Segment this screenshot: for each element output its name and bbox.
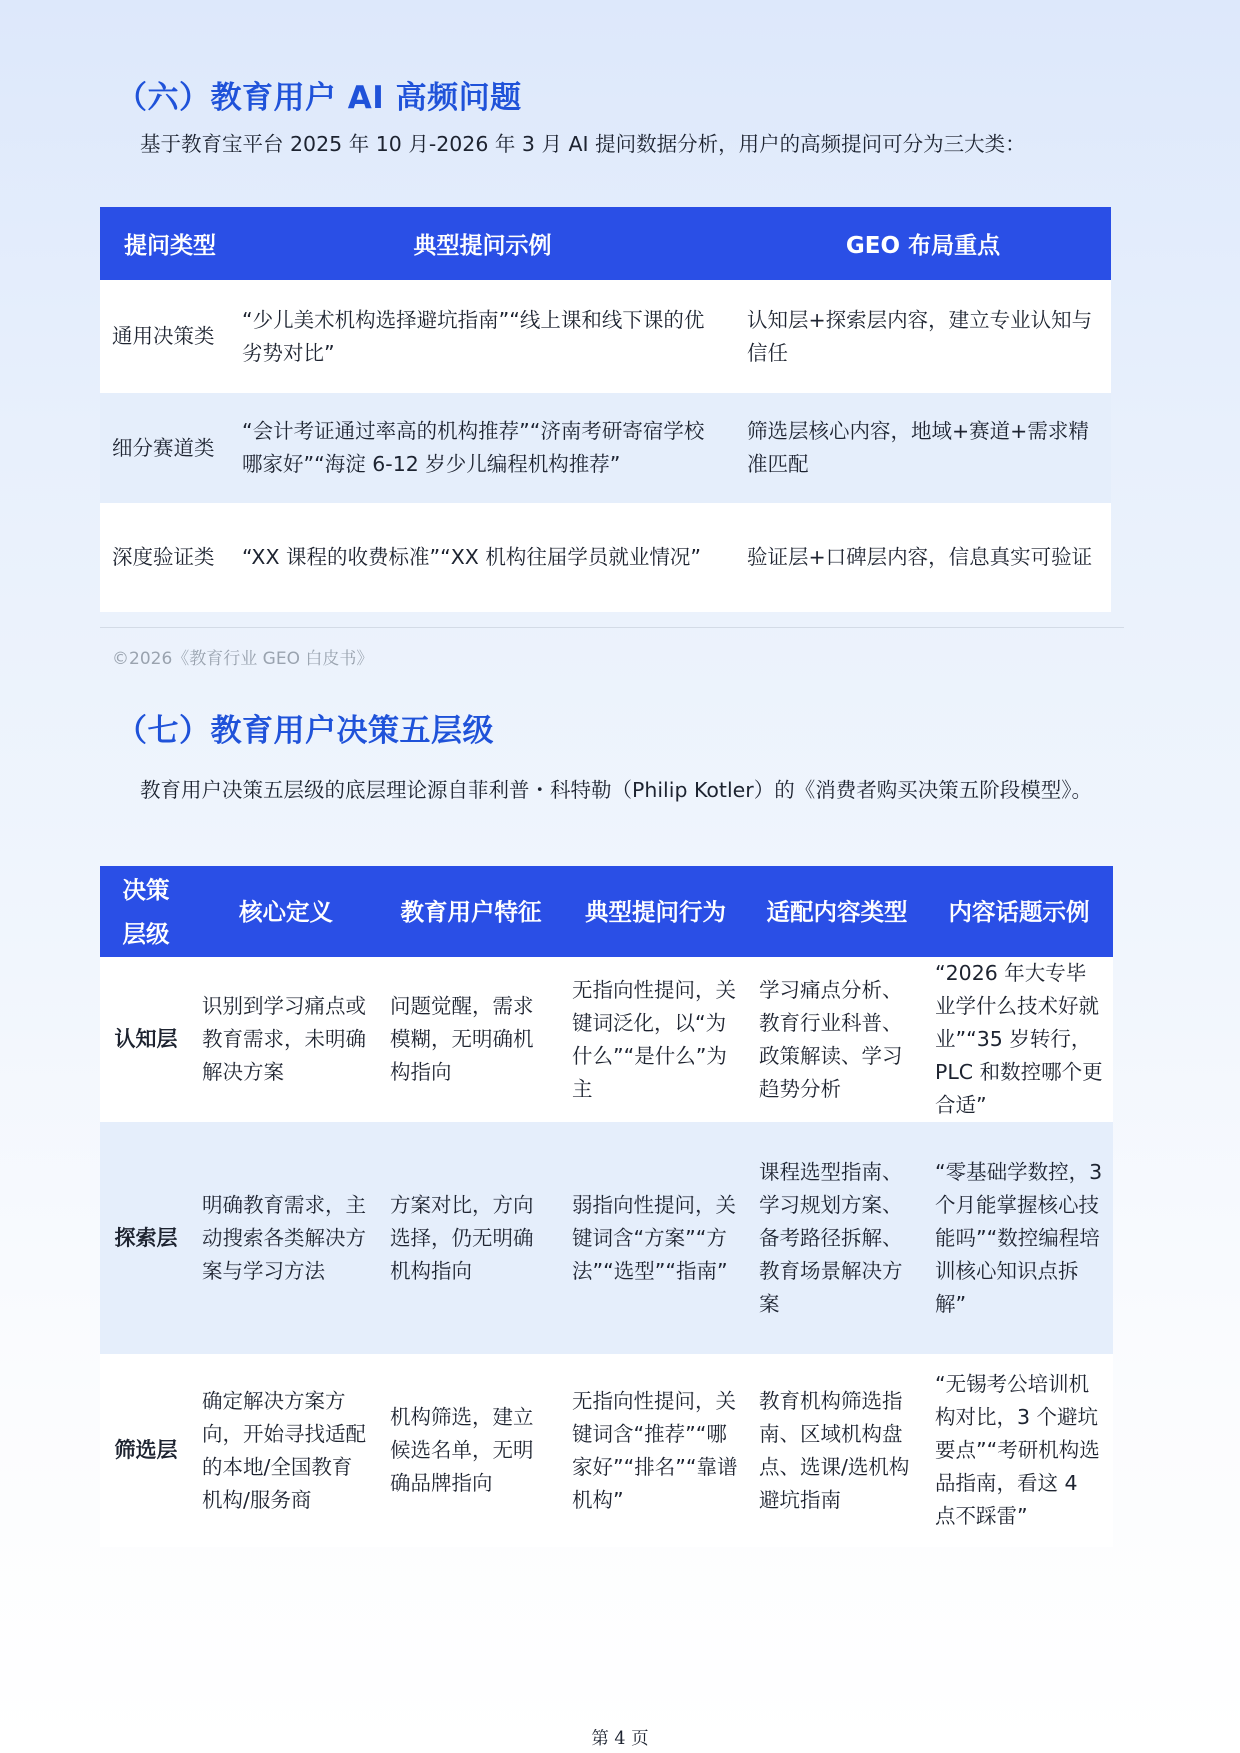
geo-focus-cell: 筛选层核心内容，地域+赛道+需求精准匹配 [735, 393, 1111, 503]
question-type-cell: 细分赛道类 [100, 393, 230, 503]
question-type-cell: 深度验证类 [100, 503, 230, 612]
example-cell: “会计考证通过率高的机构推荐”“济南考研寄宿学校哪家好”“海淀 6-12 岁少儿编程机构推荐” [230, 393, 735, 503]
content-type-cell: 教育机构筛选指南、区域机构盘点、选课/选机构避坑指南 [749, 1354, 925, 1547]
table-row [100, 503, 1111, 612]
section-7-intro: 教育用户决策五层级的底层理论源自菲利普・科特勒（Philip Kotler）的《消费者购买决策五阶段模型》。 [140, 778, 1092, 802]
header-level-text: 决策层级 [122, 875, 170, 948]
section-6-intro: 基于教育宝平台 2025 年 10 月-2026 年 3 月 AI 提问数据分析，用户的高频提问可分为三大类： [140, 132, 1026, 156]
topic-cell: “无锡考公培训机构对比，3 个避坑要点”“考研机构选品指南，看这 4 点不踩雷” [925, 1354, 1113, 1547]
copyright-note: ©2026《教育行业 GEO 白皮书》 [112, 649, 374, 669]
level-cell: 认知层 [100, 957, 192, 1122]
question-type-table [100, 207, 1111, 612]
content-type-cell: 课程选型指南、学习规划方案、备考路径拆解、教育场景解决方案 [749, 1122, 925, 1354]
table-header-row [100, 207, 1111, 280]
table-header-row [100, 866, 1113, 957]
table-row [100, 1122, 1113, 1354]
behavior-cell: 弱指向性提问，关键词含“方案”“方法”“选型”“指南” [562, 1122, 749, 1354]
header-content-type: 适配内容类型 [749, 866, 925, 957]
header-definition: 核心定义 [192, 866, 380, 957]
table-row [100, 393, 1111, 503]
geo-focus-cell: 认知层+探索层内容，建立专业认知与信任 [735, 280, 1111, 393]
level-cell: 探索层 [100, 1122, 192, 1354]
behavior-cell: 无指向性提问，关键词含“推荐”“哪家好”“排名”“靠谱机构” [562, 1354, 749, 1547]
level-cell: 筛选层 [100, 1354, 192, 1547]
section-7-title: （七）教育用户决策五层级 [116, 713, 494, 749]
trait-cell: 方案对比，方向选择，仍无明确机构指向 [380, 1122, 562, 1354]
table-row [100, 957, 1113, 1122]
trait-cell: 问题觉醒，需求模糊，无明确机构指向 [380, 957, 562, 1122]
example-cell: “少儿美术机构选择避坑指南”“线上课和线下课的优劣势对比” [230, 280, 735, 393]
header-question-type: 提问类型 [100, 207, 230, 280]
decision-level-table [100, 866, 1113, 1547]
definition-cell: 明确教育需求，主动搜索各类解决方案与学习方法 [192, 1122, 380, 1354]
geo-focus-cell: 验证层+口碑层内容，信息真实可验证 [735, 503, 1111, 612]
page-number: 第 4 页 [591, 1729, 649, 1749]
content-type-cell: 学习痛点分析、教育行业科普、政策解读、学习趋势分析 [749, 957, 925, 1122]
table-row [100, 1354, 1113, 1547]
question-type-cell: 通用决策类 [100, 280, 230, 393]
example-cell: “XX 课程的收费标准”“XX 机构往届学员就业情况” [230, 503, 735, 612]
header-trait: 教育用户特征 [380, 866, 562, 957]
topic-cell: “零基础学数控，3 个月能掌握核心技能吗”“数控编程培训核心知识点拆解” [925, 1122, 1113, 1354]
definition-cell: 确定解决方案方向，开始寻找适配的本地/全国教育机构/服务商 [192, 1354, 380, 1547]
section-6-title: （六）教育用户 AI 高频问题 [116, 80, 522, 116]
trait-cell: 机构筛选，建立候选名单，无明确品牌指向 [380, 1354, 562, 1547]
divider [100, 627, 1124, 628]
topic-cell: “2026 年大专毕业学什么技术好就业”“35 岁转行，PLC 和数控哪个更合适” [925, 957, 1113, 1122]
definition-cell: 识别到学习痛点或教育需求，未明确解决方案 [192, 957, 380, 1122]
header-level [100, 866, 192, 957]
header-topic: 内容话题示例 [925, 866, 1113, 957]
behavior-cell: 无指向性提问，关键词泛化，以“为什么”“是什么”为主 [562, 957, 749, 1122]
header-behavior: 典型提问行为 [562, 866, 749, 957]
header-geo-focus: GEO 布局重点 [735, 207, 1111, 280]
table-row [100, 280, 1111, 393]
header-example: 典型提问示例 [230, 207, 735, 280]
